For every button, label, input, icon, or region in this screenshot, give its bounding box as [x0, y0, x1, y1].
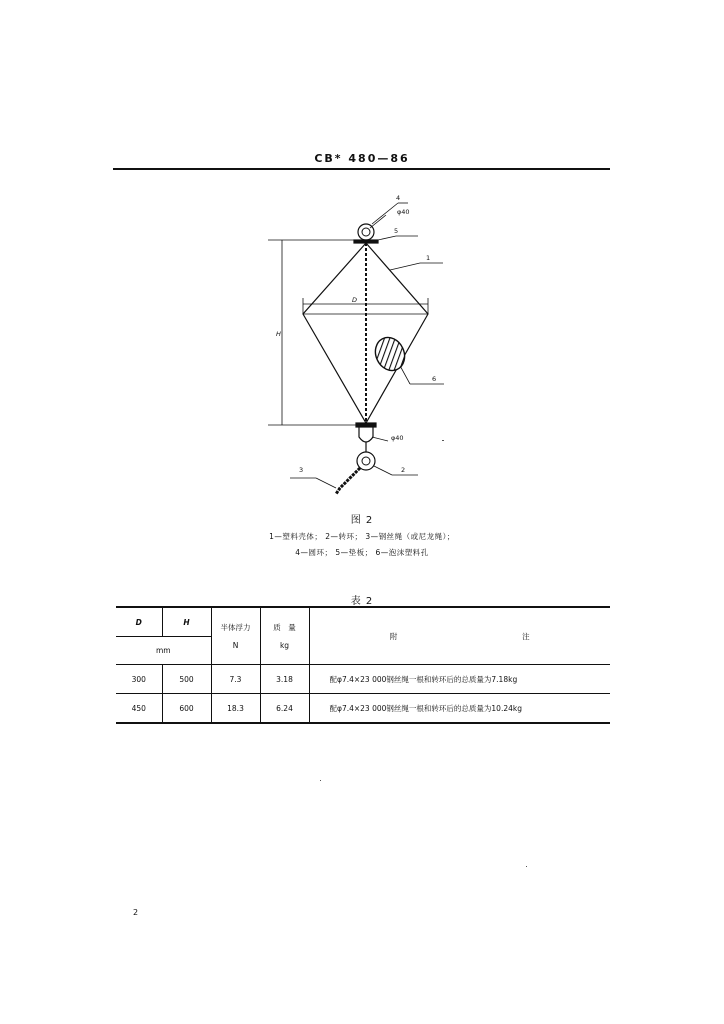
- table-row: [116, 694, 610, 724]
- label-foam: 6: [432, 375, 437, 383]
- header-buoyancy: [211, 607, 260, 665]
- standard-code: CB* 480—86: [314, 152, 410, 165]
- swivel-ring: [357, 452, 375, 470]
- header-remark-right: 注: [522, 631, 530, 641]
- scan-speck: [526, 866, 527, 867]
- header-h: H: [162, 607, 211, 637]
- figure-legend-line-2: 4—圆环； 5—垫板； 6—泡沫塑料孔: [295, 548, 429, 557]
- cell-d: 450: [116, 694, 162, 724]
- scan-speck: [320, 780, 321, 781]
- table-header-row: [116, 607, 610, 637]
- label-h: H: [276, 330, 281, 338]
- label-swivel: 2: [401, 466, 406, 474]
- header-d: D: [116, 607, 162, 637]
- label-shell: 1: [426, 254, 431, 262]
- header-mass: [260, 607, 309, 665]
- table-caption: 表 2: [350, 596, 374, 607]
- cell-mass: 3.18: [260, 665, 309, 694]
- specification-table: [116, 606, 610, 724]
- hanging-rope: [336, 468, 360, 494]
- page-number: 2: [133, 908, 139, 917]
- table-row: [116, 665, 610, 694]
- label-rope: 3: [299, 466, 304, 474]
- scan-speck: [442, 440, 444, 441]
- cell-note: 配φ7.4×23 000钢丝绳一根和转环后的总质量为10.24kg: [309, 694, 610, 724]
- label-ring: 4: [396, 194, 401, 202]
- foam-plastic-block: [370, 333, 410, 376]
- header-dim-unit: mm: [116, 637, 211, 665]
- header-buoyancy-label: 半体浮力: [220, 623, 251, 632]
- header-buoyancy-unit: N: [232, 641, 239, 650]
- figure-caption: 图 2: [350, 515, 374, 526]
- cell-d: 300: [116, 665, 162, 694]
- cell-buoyancy: 7.3: [211, 665, 260, 694]
- label-d: D: [352, 296, 358, 304]
- cell-mass: 6.24: [260, 694, 309, 724]
- header-remarks: [309, 607, 610, 665]
- header-mass-label: 质 量: [273, 623, 296, 632]
- buoy-drawing: [0, 0, 724, 510]
- cell-h: 500: [162, 665, 211, 694]
- label-swivel-diameter: φ40: [391, 434, 404, 442]
- label-ring-diameter: φ40: [397, 208, 410, 216]
- cell-h: 600: [162, 694, 211, 724]
- header-mass-unit: kg: [279, 641, 290, 650]
- cell-buoyancy: 18.3: [211, 694, 260, 724]
- header-remark-left: 附: [389, 631, 398, 641]
- cell-note: 配φ7.4×23 000钢丝绳一根和转环后的总质量为7.18kg: [309, 665, 610, 694]
- figure-legend-line-1: 1—塑料壳体； 2—转环； 3—钢丝绳（或尼龙绳）；: [269, 532, 455, 541]
- label-plate: 5: [394, 227, 399, 235]
